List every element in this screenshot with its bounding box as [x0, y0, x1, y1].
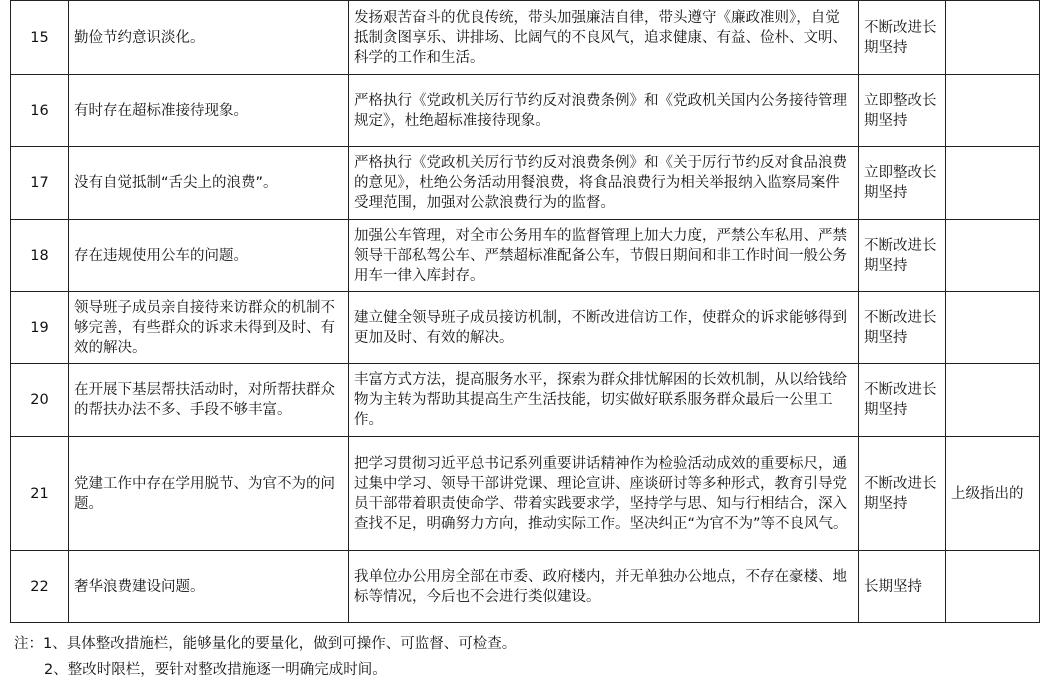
row-number: 19: [11, 292, 69, 364]
measure-cell: 发扬艰苦奋斗的优良传统，带头加强廉洁自律，带头遵守《廉政准则》，自觉抵制贪图享乐、讲排场、比阔气的不良风气，追求健康、有益、俭朴、文明、科学的工作和生活。: [349, 1, 859, 75]
remark-cell: [946, 147, 1040, 220]
row-number: 21: [11, 437, 69, 551]
measure-cell: 严格执行《党政机关厉行节约反对浪费条例》和《关于厉行节约反对食品浪费的意见》，杜绝公务活动用餐浪费，将食品浪费行为相关举报纳入监察局案件受理范围，加强对公款浪费行为的监督。: [349, 147, 859, 220]
timing-cell: 不断改进长期坚持: [859, 220, 946, 292]
rectification-table: [10, 0, 1040, 623]
timing-cell: 立即整改长期坚持: [859, 147, 946, 220]
problem-cell: 党建工作中存在学用脱节、为官不为的问题。: [69, 437, 349, 551]
timing-cell: 不断改进长期坚持: [859, 364, 946, 437]
row-number: 16: [11, 75, 69, 147]
footnotes: [14, 634, 516, 680]
remark-cell: [946, 364, 1040, 437]
row-number: 18: [11, 220, 69, 292]
remark-cell: [946, 75, 1040, 147]
table-row: [11, 220, 1040, 292]
measure-cell: 加强公车管理，对全市公务用车的监督管理上加大力度，严禁公车私用、严禁领导干部私驾公车、严禁超标准配备公车，节假日期间和非工作时间一般公务用车一律入库封存。: [349, 220, 859, 292]
timing-cell: 不断改进长期坚持: [859, 1, 946, 75]
measure-cell: 严格执行《党政机关厉行节约反对浪费条例》和《党政机关国内公务接待管理规定》，杜绝超标准接待现象。: [349, 75, 859, 147]
table-row: [11, 75, 1040, 147]
remark-cell: [946, 551, 1040, 623]
measure-cell: 我单位办公用房全部在市委、政府楼内，并无单独办公地点，不存在豪楼、地标等情况，今后也不会进行类似建设。: [349, 551, 859, 623]
problem-cell: 没有自觉抵制“舌尖上的浪费”。: [69, 147, 349, 220]
problem-cell: 奢华浪费建设问题。: [69, 551, 349, 623]
timing-cell: 长期坚持: [859, 551, 946, 623]
measure-cell: 丰富方式方法，提高服务水平，探索为群众排忧解困的长效机制，从以给钱给物为主转为帮助其提高生产生活技能，切实做好联系服务群众最后一公里工作。: [349, 364, 859, 437]
problem-cell: 有时存在超标准接待现象。: [69, 75, 349, 147]
footnote-1: 注：1、具体整改措施栏，能够量化的要量化，做到可操作、可监督、可检查。: [14, 636, 517, 652]
table-row: [11, 364, 1040, 437]
table-row: [11, 147, 1040, 220]
problem-cell: 领导班子成员亲自接待来访群众的机制不够完善，有些群众的诉求未得到及时、有效的解决。: [69, 292, 349, 364]
table-row: [11, 437, 1040, 551]
table-row: [11, 292, 1040, 364]
problem-cell: 勤俭节约意识淡化。: [69, 1, 349, 75]
remark-cell: [946, 220, 1040, 292]
measure-cell: 建立健全领导班子成员接访机制，不断改进信访工作，使群众的诉求能够得到更加及时、有效的解决。: [349, 292, 859, 364]
table-row: [11, 551, 1040, 623]
remark-cell: 上级指出的: [946, 437, 1040, 551]
timing-cell: 不断改进长期坚持: [859, 437, 946, 551]
timing-cell: 不断改进长期坚持: [859, 292, 946, 364]
problem-cell: 存在违规使用公车的问题。: [69, 220, 349, 292]
measure-cell: 把学习贯彻习近平总书记系列重要讲话精神作为检验活动成效的重要标尺，通过集中学习、领导干部讲党课、理论宣讲、座谈研讨等多种形式，教育引导党员干部带着职责使命学、带着实践要求学，坚持学与思、知与行相结合，深入查找不足，明确努力方向，推动实际工作。坚决纠正“为官不为”等不良风气。: [349, 437, 859, 551]
remark-cell: [946, 1, 1040, 75]
footnote-2: 2、整改时限栏，要针对整改措施逐一明确完成时间。: [44, 662, 387, 678]
timing-cell: 立即整改长期坚持: [859, 75, 946, 147]
row-number: 20: [11, 364, 69, 437]
remark-cell: [946, 292, 1040, 364]
row-number: 22: [11, 551, 69, 623]
row-number: 15: [11, 1, 69, 75]
row-number: 17: [11, 147, 69, 220]
table-row: [11, 1, 1040, 75]
problem-cell: 在开展下基层帮扶活动时，对所帮扶群众的帮扶办法不多、手段不够丰富。: [69, 364, 349, 437]
